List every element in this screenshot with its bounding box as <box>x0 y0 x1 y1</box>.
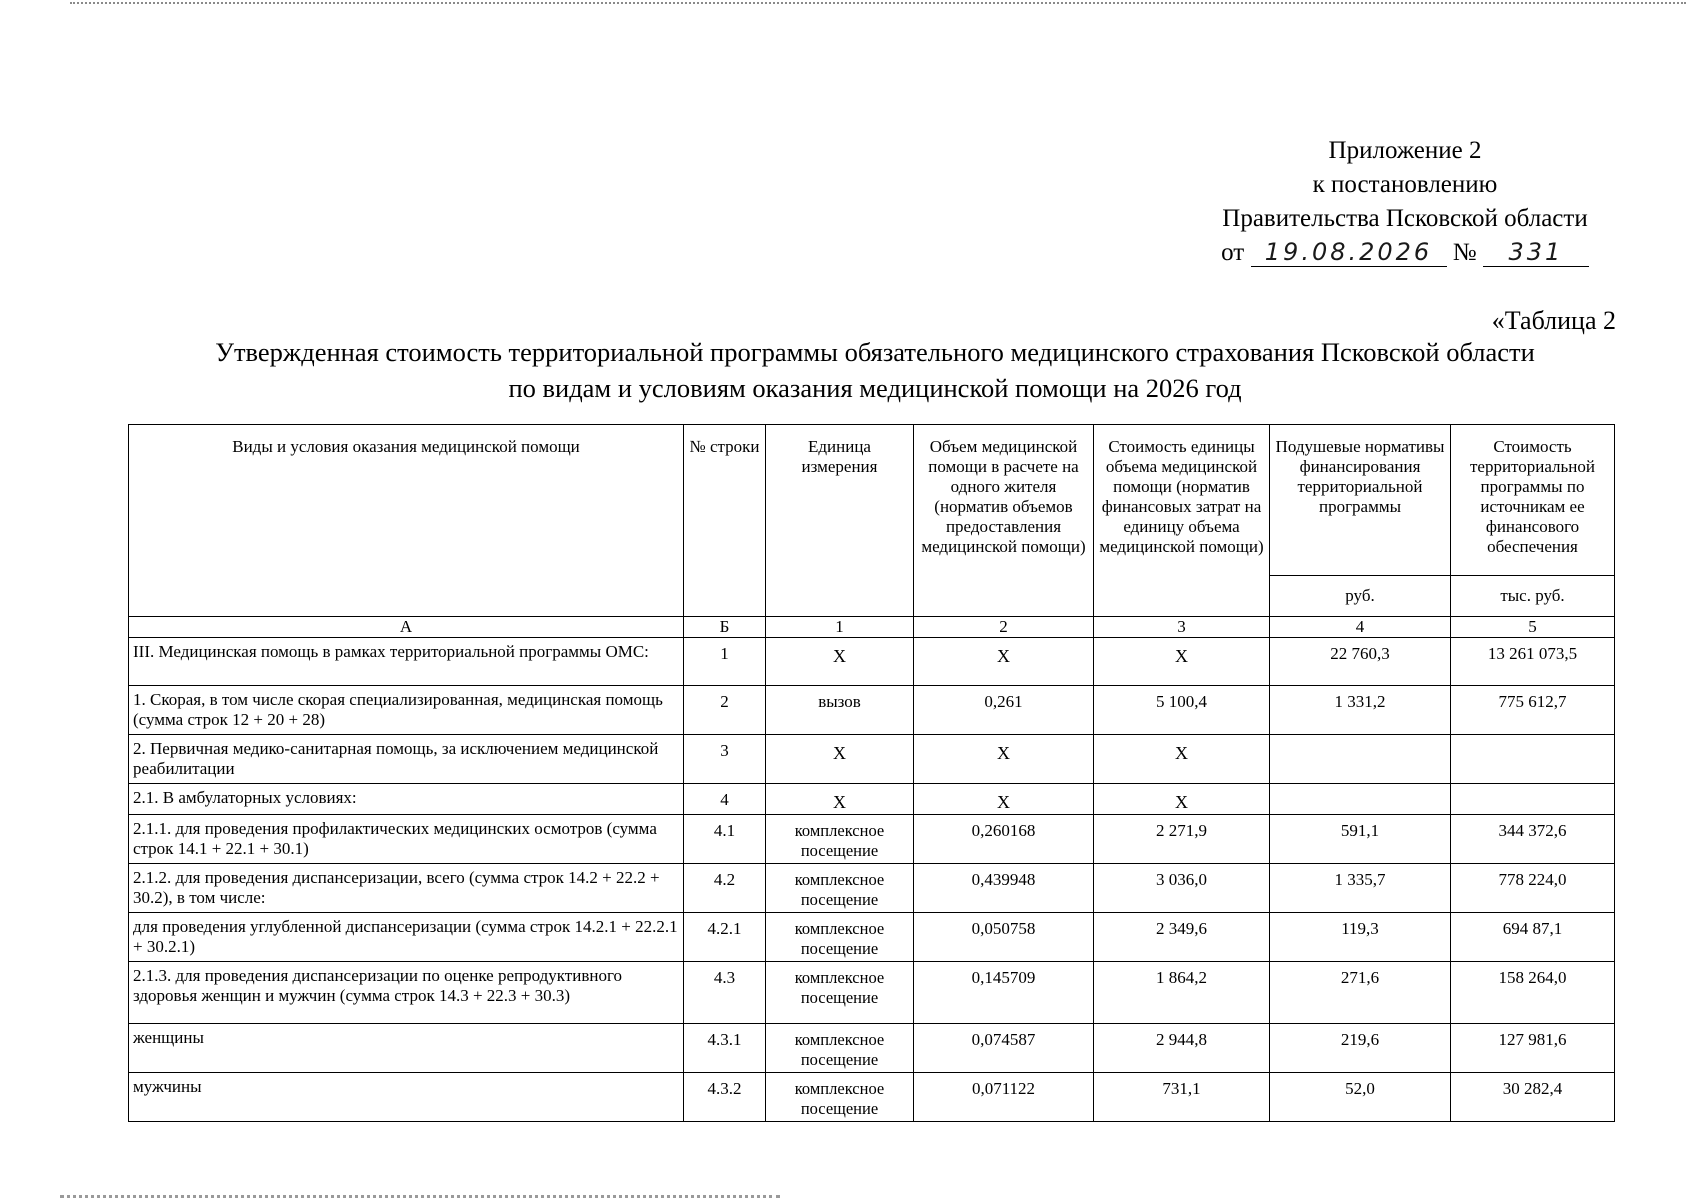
cell-unit: комплексное посещение <box>766 864 914 913</box>
cell-kind: женщины <box>129 1024 684 1073</box>
index-cell: А <box>129 617 684 638</box>
cell-program-cost: 158 264,0 <box>1451 962 1615 1024</box>
appendix-date-line <box>1195 236 1615 270</box>
header-unit: Единица измерения <box>766 425 914 617</box>
cell-per-capita: 271,6 <box>1270 962 1451 1024</box>
cell-per-capita: 52,0 <box>1270 1073 1451 1122</box>
cell-volume: 0,439948 <box>914 864 1094 913</box>
cell-row-no: 2 <box>684 686 766 735</box>
cell-row-no: 4.3.1 <box>684 1024 766 1073</box>
cell-kind: 2.1.3. для проведения диспансеризации по оценке репродуктивного здоровья женщин и мужчин (сумма строк 14.3 + 22.3 + 30.3) <box>129 962 684 1024</box>
cell-row-no: 4.1 <box>684 815 766 864</box>
cell-per-capita <box>1270 735 1451 784</box>
cell-kind: 2. Первичная медико-санитарная помощь, за исключением медицинской реабилитации <box>129 735 684 784</box>
cell-row-no: 4.2 <box>684 864 766 913</box>
title-line-2: по видам и условиям оказания медицинской помощи на 2026 год <box>508 373 1242 403</box>
cell-row-no: 4.2.1 <box>684 913 766 962</box>
column-index-row <box>129 617 1615 638</box>
cell-volume: 0,071122 <box>914 1073 1094 1122</box>
cell-volume: 0,261 <box>914 686 1094 735</box>
title-line-1: Утвержденная стоимость территориальной программы обязательного медицинского страхования Псковской области <box>215 337 1535 367</box>
scan-edge-bottom <box>60 1195 780 1198</box>
cell-per-capita: 119,3 <box>1270 913 1451 962</box>
cell-row-no: 4.3 <box>684 962 766 1024</box>
cell-program-cost <box>1451 784 1615 815</box>
table-row <box>129 962 1615 1024</box>
table-row <box>129 784 1615 815</box>
header-per-capita-unit: руб. <box>1270 576 1451 617</box>
cell-unit: вызов <box>766 686 914 735</box>
table-row <box>129 815 1615 864</box>
cost-table <box>128 424 1615 1122</box>
handwritten-date: 19.08.2026 <box>1251 238 1447 267</box>
cell-kind: 2.1.1. для проведения профилактических медицинских осмотров (сумма строк 14.1 + 22.1 + 30.1) <box>129 815 684 864</box>
table-row <box>129 638 1615 686</box>
index-cell: 5 <box>1451 617 1615 638</box>
cell-program-cost: 13 261 073,5 <box>1451 638 1615 686</box>
appendix-line-1: Приложение 2 <box>1328 137 1482 164</box>
cell-unit-cost: 2 944,8 <box>1094 1024 1270 1073</box>
from-label: от <box>1221 239 1245 266</box>
cell-unit: комплексное посещение <box>766 1024 914 1073</box>
header-volume: Объем медицинской помощи в расчете на одного жителя (норматив объемов предоставления медицинской помощи) <box>914 425 1094 617</box>
cell-program-cost: 127 981,6 <box>1451 1024 1615 1073</box>
cell-unit-cost: 1 864,2 <box>1094 962 1270 1024</box>
cell-volume: 0,145709 <box>914 962 1094 1024</box>
header-row-no: № строки <box>684 425 766 617</box>
header-per-capita: Подушевые нормативы финансирования территориальной программы <box>1270 425 1451 576</box>
cell-per-capita: 1 331,2 <box>1270 686 1451 735</box>
cell-row-no: 4 <box>684 784 766 815</box>
cell-volume: 0,074587 <box>914 1024 1094 1073</box>
cell-unit-cost: X <box>1094 784 1270 815</box>
cell-unit: комплексное посещение <box>766 1073 914 1122</box>
index-cell: 3 <box>1094 617 1270 638</box>
appendix-line-2: к постановлению <box>1312 171 1498 198</box>
table-row <box>129 1073 1615 1122</box>
scan-edge-top <box>70 2 1686 4</box>
index-cell: Б <box>684 617 766 638</box>
appendix-block <box>1195 134 1615 270</box>
header-kind: Виды и условия оказания медицинской помощи <box>129 425 684 617</box>
cell-row-no: 3 <box>684 735 766 784</box>
cell-per-capita <box>1270 784 1451 815</box>
cell-program-cost: 778 224,0 <box>1451 864 1615 913</box>
cell-unit-cost: 2 349,6 <box>1094 913 1270 962</box>
cell-volume: 0,260168 <box>914 815 1094 864</box>
cell-row-no: 4.3.2 <box>684 1073 766 1122</box>
cell-unit-cost: 3 036,0 <box>1094 864 1270 913</box>
table-row <box>129 1024 1615 1073</box>
cell-unit: X <box>766 638 914 686</box>
cell-unit-cost: X <box>1094 735 1270 784</box>
table-row <box>129 913 1615 962</box>
cell-unit-cost: X <box>1094 638 1270 686</box>
table-label: «Таблица 2 <box>1491 306 1616 335</box>
cell-program-cost: 30 282,4 <box>1451 1073 1615 1122</box>
index-cell: 2 <box>914 617 1094 638</box>
index-cell: 1 <box>766 617 914 638</box>
cell-per-capita: 219,6 <box>1270 1024 1451 1073</box>
table-row <box>129 735 1615 784</box>
cell-kind: для проведения углубленной диспансеризации (сумма строк 14.2.1 + 22.2.1 + 30.2.1) <box>129 913 684 962</box>
cell-unit-cost: 5 100,4 <box>1094 686 1270 735</box>
cell-unit: комплексное посещение <box>766 913 914 962</box>
header-program-cost-unit: тыс. руб. <box>1451 576 1615 617</box>
handwritten-number: 331 <box>1483 238 1589 267</box>
cell-unit: комплексное посещение <box>766 962 914 1024</box>
cell-kind: 2.1.2. для проведения диспансеризации, всего (сумма строк 14.2 + 22.2 + 30.2), в том числе: <box>129 864 684 913</box>
cell-row-no: 1 <box>684 638 766 686</box>
appendix-line-3: Правительства Псковской области <box>1222 205 1588 232</box>
cell-program-cost <box>1451 735 1615 784</box>
cell-program-cost: 694 87,1 <box>1451 913 1615 962</box>
cell-volume: 0,050758 <box>914 913 1094 962</box>
cell-unit: X <box>766 784 914 815</box>
cell-program-cost: 775 612,7 <box>1451 686 1615 735</box>
cell-volume: X <box>914 784 1094 815</box>
header-program-cost: Стоимость территориальной программы по источникам ее финансового обеспечения <box>1451 425 1615 576</box>
cell-kind: 2.1. В амбулаторных условиях: <box>129 784 684 815</box>
cell-program-cost: 344 372,6 <box>1451 815 1615 864</box>
cell-volume: X <box>914 735 1094 784</box>
cell-per-capita: 591,1 <box>1270 815 1451 864</box>
document-title <box>130 334 1620 406</box>
cell-unit: комплексное посещение <box>766 815 914 864</box>
cell-per-capita: 1 335,7 <box>1270 864 1451 913</box>
cell-volume: X <box>914 638 1094 686</box>
cell-unit: X <box>766 735 914 784</box>
table-row <box>129 686 1615 735</box>
cell-unit-cost: 731,1 <box>1094 1073 1270 1122</box>
cell-kind: III. Медицинская помощь в рамках территориальной программы ОМС: <box>129 638 684 686</box>
cell-kind: 1. Скорая, в том числе скорая специализированная, медицинская помощь (сумма строк 12 + 20 + 28) <box>129 686 684 735</box>
cell-per-capita: 22 760,3 <box>1270 638 1451 686</box>
index-cell: 4 <box>1270 617 1451 638</box>
number-label: № <box>1452 239 1477 266</box>
table-row <box>129 864 1615 913</box>
cell-kind: мужчины <box>129 1073 684 1122</box>
header-unit-cost: Стоимость единицы объема медицинской помощи (норматив финансовых затрат на единицу объема медицинской помощи) <box>1094 425 1270 617</box>
cell-unit-cost: 2 271,9 <box>1094 815 1270 864</box>
